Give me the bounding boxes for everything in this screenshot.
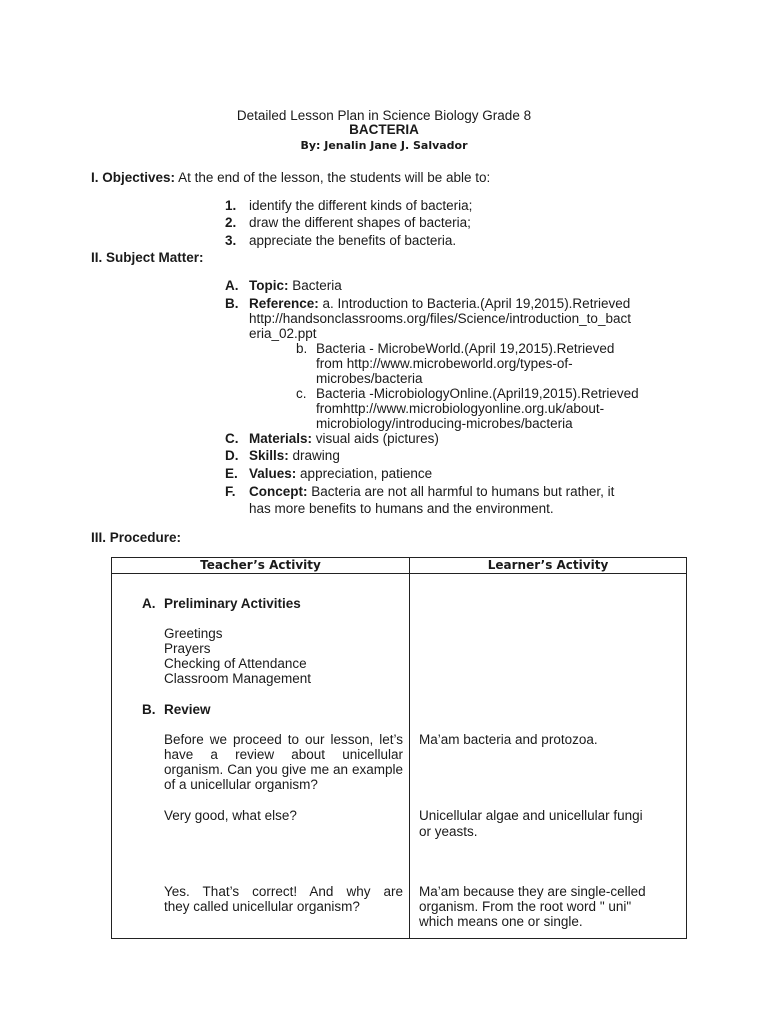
reference-b-line: microbes/bacteria (316, 371, 423, 386)
prelim-item: Prayers (164, 641, 211, 656)
reference-a-line: a. Introduction to Bacteria.(April 19,2015).Retrieved (322, 296, 631, 311)
reference-b-letter: b. (296, 341, 308, 356)
section-a-title: Preliminary Activities (164, 596, 301, 611)
reference-b-line: from http://www.microbeworld.org/types-of- (316, 356, 573, 371)
column-header-learner: Learner’s Activity (410, 558, 687, 574)
prelim-item: Greetings (164, 626, 223, 641)
procedure-table (111, 557, 687, 939)
skills-value: drawing (292, 448, 340, 463)
objective-num: 1. (225, 198, 237, 213)
reference-a-line: eria_02.ppt (249, 326, 317, 341)
document-title: Detailed Lesson Plan in Science Biology Grade 8 (236, 108, 532, 123)
learner-answer-line: organism. From the root word " uni" (419, 899, 632, 914)
teacher-followup: Very good, what else? (164, 808, 297, 823)
procedure-heading: III. Procedure: (91, 530, 182, 545)
concept-item (249, 484, 614, 499)
topic-value: Bacteria (292, 278, 342, 293)
learner-answer-line: Ma’am because they are single-celled (419, 884, 646, 899)
teacher-review-question: Before we proceed to our lesson, let’s have a review about unicellular organism. Can you give me an example of a unicellular organism? (164, 732, 403, 792)
values-value: appreciation, patience (300, 466, 433, 481)
prelim-item: Classroom Management (164, 671, 312, 686)
section-b-letter: B. (142, 702, 156, 717)
objective-item: appreciate the benefits of bacteria. (249, 233, 457, 248)
lesson-subject: BACTERIA (349, 122, 419, 137)
reference-item (249, 296, 630, 311)
list-letter: F. (225, 484, 236, 499)
materials-value: visual aids (pictures) (315, 431, 439, 446)
values-label: Values: (249, 466, 297, 481)
reference-c-line: microbiology/introducing-microbes/bacteria (316, 416, 573, 431)
list-letter: E. (225, 466, 238, 481)
concept-label: Concept: (249, 484, 308, 499)
learner-answer-line: or yeasts. (419, 824, 478, 839)
objectives-intro: At the end of the lesson, the students will be able to: (178, 170, 491, 185)
list-letter: B. (225, 296, 239, 311)
skills-label: Skills: (249, 448, 289, 463)
materials-label: Materials: (249, 431, 313, 446)
materials-item (249, 431, 439, 446)
topic-item (249, 278, 342, 293)
learner-answer-line: Unicellular algae and unicellular fungi (419, 808, 643, 823)
list-letter: A. (225, 278, 239, 293)
learner-answer: Ma’am bacteria and protozoa. (419, 732, 598, 747)
teacher-question-line: they called unicellular organism? (164, 899, 360, 914)
reference-a-line: http://handsonclassrooms.org/files/Science/introduction_to_bact (249, 311, 631, 326)
learner-answer-line: which means one or single. (419, 914, 583, 929)
reference-label: Reference: (249, 296, 319, 311)
teacher-question-line: Yes. That’s correct! And why are (164, 884, 403, 899)
concept-line: has more benefits to humans and the environment. (249, 501, 554, 516)
objective-num: 3. (225, 233, 237, 248)
teacher-activity-cell (112, 574, 410, 939)
reference-c-line: fromhttp://www.microbiologyonline.org.uk/about- (316, 401, 605, 416)
reference-c-line: Bacteria -MicrobiologyOnline.(April19,2015).Retrieved (316, 386, 639, 401)
skills-item (249, 448, 340, 463)
objective-item: identify the different kinds of bacteria; (249, 198, 473, 213)
values-item (249, 466, 432, 481)
reference-b-line: Bacteria - MicrobeWorld.(April 19,2015).Retrieved (316, 341, 615, 356)
section-a-letter: A. (142, 596, 156, 611)
objective-item: draw the different shapes of bacteria; (249, 215, 471, 230)
topic-label: Topic: (249, 278, 289, 293)
prelim-item: Checking of Attendance (164, 656, 307, 671)
objectives-label: I. Objectives: (91, 170, 176, 185)
author-line: By: Jenalin Jane J. Salvador (300, 139, 468, 152)
reference-c-letter: c. (296, 386, 307, 401)
subject-matter-heading: II. Subject Matter: (91, 250, 204, 265)
objectives-heading (91, 170, 490, 185)
concept-line: Bacteria are not all harmful to humans but rather, it (311, 484, 615, 499)
section-b-title: Review (164, 702, 211, 717)
list-letter: D. (225, 448, 239, 463)
learner-activity-cell (410, 574, 687, 939)
column-header-teacher: Teacher’s Activity (112, 558, 410, 574)
list-letter: C. (225, 431, 239, 446)
objective-num: 2. (225, 215, 237, 230)
